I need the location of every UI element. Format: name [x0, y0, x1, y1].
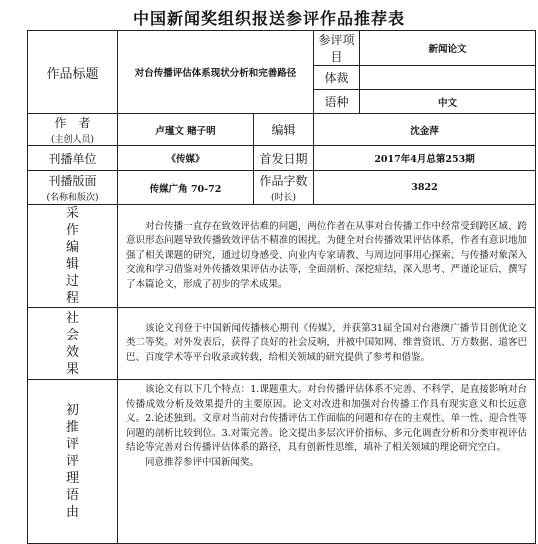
effect-label: [28, 308, 118, 380]
layout-sublabel: (名称和版次): [46, 193, 99, 203]
work-title-value: 对台传播评估体系现状分析和完善路径: [118, 31, 314, 114]
publisher-label: 刊播单位: [28, 146, 118, 171]
author-value: 卢瑾文 赌子明: [118, 114, 254, 146]
review-label-char: 由: [65, 505, 79, 520]
genre-label: 体裁: [314, 66, 360, 90]
effect-label-char: 效: [65, 344, 79, 360]
page-title: 中国新闻奖组织报送参评作品推荐表: [132, 9, 405, 28]
layout-label-text: 刊播版面: [48, 174, 97, 188]
process-label-char: 作: [65, 223, 79, 238]
review-label-char: 评: [65, 454, 79, 469]
word-count-sublabel: (时长): [270, 193, 297, 203]
editor-value: 沈金萍: [314, 114, 536, 146]
layout-value: 传媒广角 70-72: [118, 171, 254, 205]
editor-label: 编辑: [254, 114, 314, 146]
process-label-char: 采: [65, 206, 79, 221]
language-label: 语种: [314, 90, 360, 114]
category-label: 参评项目: [314, 31, 360, 66]
pub-date-label: 首发日期: [254, 146, 314, 171]
work-title-label: 作品标题: [28, 31, 118, 114]
effect-text: 该论文刊登于中国新闻传播核心期刊《传媒》，并获第31届全国对台港澳广播节目创优论文类二等奖。对外发表后，获得了良好的社会反响，并被中国知网、维普资讯、万方数据、道客巴巴、百度学术等平台收录或转载，给相关领域的研究提供了参考和借鉴。: [126, 322, 528, 363]
word-count-label-text: 作品字数: [259, 174, 308, 188]
author-label-text: 作 者: [54, 116, 91, 130]
review-label-char: 推: [65, 420, 79, 435]
category-value: 新闻论文: [360, 31, 536, 66]
pub-date-value: 2017年4月总第253期: [314, 146, 536, 171]
review-paragraph: 同意推荐参评中国新闻奖。: [145, 456, 260, 468]
recommendation-form: [27, 30, 536, 544]
publisher-value: 《传媒》: [118, 146, 254, 171]
effect-label-char: 会: [65, 327, 79, 343]
review-label-char: 评: [65, 437, 79, 452]
process-label-char: 过: [65, 274, 79, 289]
review-label-char: 初: [65, 403, 79, 418]
effect-text-cell: [118, 308, 536, 380]
effect-label-char: 果: [65, 361, 79, 377]
layout-label: [28, 171, 118, 205]
review-label-char: 理: [65, 471, 79, 486]
author-sublabel: (主创人员): [50, 135, 95, 145]
review-paragraph: 该论文有以下几个特点：1.课题重大。对台传播评估体系不完善、不科学，是直接影响对台传播成效分析及效果提升的主要原因。论文对改进和加强对台传播工作具有现实意义和长远意义。2.论述独到。文章对当前对台传播评估工作面临的问题和存在的主观性、单一性、迎合性等问题的剖析比较到位。3.对策完善。论文提出多层次评价指标、多元化调查分析和分类审视评估结论等完善对台传播评估体系的路径，具有创新性思维，填补了相关领域的理论研究空白。: [126, 384, 528, 454]
process-label: [28, 205, 118, 308]
review-text-cell: [118, 380, 536, 544]
process-label-char: 辑: [65, 257, 79, 272]
language-value: 中文: [360, 90, 536, 114]
author-label: [28, 114, 118, 146]
review-label: [28, 380, 118, 544]
effect-label-char: 社: [65, 310, 79, 326]
word-count-label: [254, 171, 314, 205]
process-text-cell: [118, 205, 536, 308]
process-text: 对台传播一直存在致效评估难的问题，两位作者在从事对台传播工作中经常受到跨区域、跨意识形态问题导致传播致效评估不精准的困扰。为健全对台传播效果评估体系，作者有意识地加强了相关课题的研究，通过切身感受、向业内专家请教、与周边同事用心探索、与传播对象深入交流和学习借鉴对外传播效果评估办法等，全面剖析、深挖症结，深入思考、严谨论证后，撰写了本篇论文，形成了初步的学术成果。: [126, 220, 528, 290]
process-label-char: 程: [65, 291, 79, 306]
word-count-value: 3822: [314, 171, 536, 205]
process-label-char: 编: [65, 240, 79, 255]
genre-value: [360, 66, 536, 90]
review-label-char: 语: [65, 488, 79, 503]
